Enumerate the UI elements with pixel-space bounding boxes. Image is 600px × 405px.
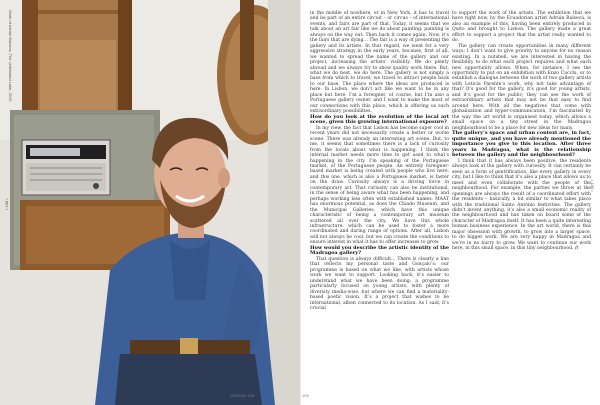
body-paragraph: in the middle of nowhere, or in New York, it has to travel and be part of an entire circuit – or circus – of international events, and fairs are part of that. Today, it seems that we talk about an art fair like we do about painting: painting is always on the way out. Then back it comes again. Now, it’s the fairs that are dying... The fair is a way of presenting the gallery and its artists. In that regard, we went for a very aggressive strategy in the early years, because, first of all, we wanted to spread the name of the gallery and our project, increasing the artists’ visibility. We do plenty abroad and we always try to show quality work there. But, what we do best, we do here. The gallery is not simply a base from which to travel; we travel to attract people back to our base. The place where the ideas are produced is here. In Lisbon, we don’t act like we want to be in any place but here. I’m a foreigner, of course, but I’m also a Portuguese gallery owner, and I want to make the most of our connections with this place, which is offering us such extraordinary possibilities. bbox=[310, 11, 449, 115]
text-column-1 bbox=[310, 11, 449, 311]
right-page-marker bbox=[588, 180, 596, 220]
photo-credit-text: Work of Adrián Balseca, The Unfinished Lake, 2015 bbox=[8, 10, 13, 102]
photo-credit bbox=[5, 10, 15, 160]
text-column-2 bbox=[452, 11, 591, 252]
right-page-marker-text: • 109 • bbox=[590, 180, 595, 192]
article-end-mark: // bbox=[573, 246, 579, 252]
vintage-radio bbox=[22, 140, 110, 195]
left-page-marker bbox=[4, 180, 12, 220]
body-paragraph: I think that it has always been positive, the residents always look at the gallery with curiosity. It can certainly be seen as a form of gentrification, like every gallery in every city, but I like to think that it’s also a place that allows us to meet and even collaborate with the people of the neighbourhood. For example, the parties we throw at the openings are always the result of a coordinated effort with the residents – basically, a bit similar to what takes place with the traditional Santo António festivities. The gallery didn’t invent anything, it’s also a small economic reality of the neighbourhood and has taken on board some of the character of Madragoa itself. It has been a quite interesting human business experience. In the art world, there is this major obsession with growth, to grow into a larger space, to do bigger work. We are very happy in Madragoa and we’re in no hurry to grow. We want to continue our work here, in this small space, in this tiny neighbourhood. // bbox=[452, 158, 591, 252]
right-footer: 109 bbox=[302, 393, 309, 398]
left-footer: SPREAD 108 bbox=[230, 393, 255, 398]
body-paragraph: That question is always difficult... There is clearly a line that reflects my personal taste and Gonçalo’s: our programme is based on what we like, with artists whose work we want to support. Looking back, it’s easier to understand what we have been doing: a programme particularly focused on young artists, with plenty of diversity media-wise, but where we can find a materiality-based poetic vision. It’s a project that wishes to be international, albeit connected to its location. As I said, it’s crucial bbox=[310, 256, 449, 312]
left-page-marker-text: • 108 • bbox=[4, 198, 9, 210]
body-paragraph: The gallery can create opportunities in many different ways; I don’t want to give priority to anyone for no reason existing. In a nutshell, we are interested in having the flexibility to do what each project requires and what each new opportunity allows. When, for instance, I see the opportunity to put on an exhibition with Enzo Cucchi, or to establish a dialogue between the work of two gallery artists with Leticia Parente’s work, why not take advantage of that? It’s good for the gallery, it’s good for young artists, and it’s good for the public; they can see the work of extraordinary artists that may not be that easy to find around here. With all the negatives that come with globalisation and hyper-communication, I’m fascinated by the way the art world is organised today, which allows a small space on a tiny street in the Madragoa neighbourhood to be a place for new ideas for many. bbox=[452, 43, 591, 131]
body-paragraph: to support the work of the artists. The exhibition that we have right now, by the Ecuadorian artist Adrián Balseca, is also an example of this, having been entirely produced in Quito and brought to Lisbon. The gallery made a great effort to support a project that the artist really wanted to do. bbox=[452, 11, 591, 44]
question-heading: The gallery’s space and urban context are, in fact, quite unique, and you have already mentioned the importance you give to this location. After three years in Madragoa, what is the relationship between the gallery and the neighbourhood? bbox=[452, 129, 591, 159]
page-gutter bbox=[300, 0, 301, 405]
question-heading: How do you look at the evolution of the local art scene, given this growing international exposure? bbox=[310, 113, 449, 126]
question-heading: How would you describe the artistic identity of the Madragoa gallery? bbox=[310, 244, 449, 257]
body-paragraph: In my view, the fact that Lisbon has become super cool in recent years did not necessarily create a better or worse scene. There was already an interesting art scene. But, to me, it seems that sometimes there is a lack of curiosity from the locals about what is happening. I think the internal market needs more time to get used to what’s happening in the city. I’m speaking of the Portuguese market, of the Portuguese people. An entirely foreigner-based market is being created with people who live here, and this one, which is also a Portuguese market, is faster on the draw. Curiosity always is a driving force in contemporary art. That curiosity can also be institutional, in the sense of being aware what has been happening, and perhaps working less often with established names. MAAT has enormous potential, as does the Chiado Museum, and the Municipal Galleries, which have this unique characteristic of being a contemporary art museum scattered all over the city. We have this whole infrastructure, which can be used to foster a more coordinated and daring range of options. After all, Lisbon will not always be cool, but we can create the conditions to ensure interest in what it has to offer increases to grow. bbox=[310, 125, 449, 246]
